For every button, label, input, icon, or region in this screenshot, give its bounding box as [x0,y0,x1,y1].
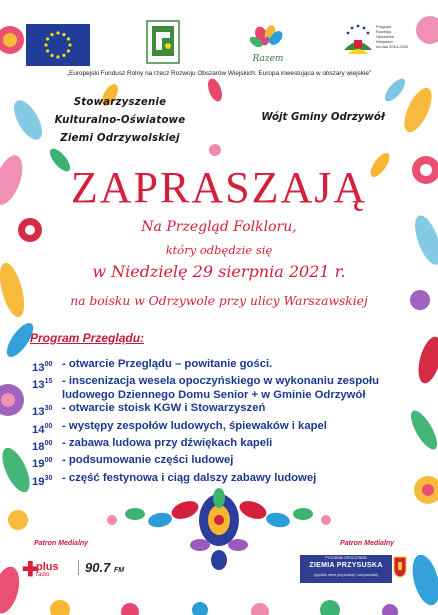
program-minute: 00 [44,457,53,465]
association-line: Stowarzyszenie [73,97,167,108]
program-desc: - część festynowa i ciąg dalszy zabawy ludowej [62,471,317,484]
program-hour: 19 [32,458,45,471]
program-time [32,402,62,419]
program-time [32,358,62,375]
association-name [40,94,200,148]
eu-flag-icon [26,24,90,66]
plus-radio-word: plus [36,561,59,573]
ziemia-przysuska-logo [300,555,392,583]
program-minute: 15 [44,378,53,386]
program-desc: - występy zespołów ludowych, śpiewaków i kapel [62,419,327,432]
program-minute: 00 [44,422,53,430]
razem-logo-text [236,54,300,64]
prow-line: Program [376,24,392,29]
razem-word: Razem [252,54,284,64]
radio-907-unit: FM [113,567,125,574]
program-item [32,420,402,437]
prow-logo [340,20,414,66]
association-line: Ziemi Odrzywolskiej [60,133,180,144]
prow-line: Obszarów [376,34,395,39]
ziemia-przysuska-sub: tygodnik ziemi przysuskiej i odrzywolskiej [314,573,378,577]
prow-emblem-icon [340,20,376,60]
program-desc: - otwarcie Przeglądu – powitanie gości. [62,358,273,370]
program-hour: 14 [32,423,45,436]
prow-line: Rozwoju [376,29,392,34]
program-minute: 00 [44,440,53,448]
program-minute: 00 [44,361,53,368]
program-title: Program Przeglądu: [30,331,145,345]
invitation-location: na boisku w Odrzywole przy ulicy Warszawskiej [70,294,368,308]
funding-logos-bar [22,18,418,70]
leader-logo [146,20,180,64]
razem-logo [236,22,300,66]
program-desc: - otwarcie stoisk KGW i Stowarzyszeń [62,402,266,415]
patron-label-left: Patron Medialny [34,540,89,547]
patron-label-right: Patron Medialny [340,540,395,547]
plus-radio-logo [22,558,72,580]
poster-title: ZAPRASZAJĄ [70,163,368,212]
program-item [32,472,402,489]
radio-907-logo [78,560,124,575]
program-item [32,358,402,375]
program-hour: 19 [32,475,45,488]
prow-line: na lata 2014-2020 [376,44,409,49]
prow-line: Wiejskich [376,39,393,44]
program-desc: - zabawa ludowa przy dźwiękach kapeli [62,437,273,450]
program-time [32,420,62,437]
program-item [32,402,402,419]
program-minute: 30 [44,405,53,413]
program-hour: 13 [32,406,45,419]
program-item [32,454,402,471]
invitation-line-1: Na Przegląd Folkloru, [141,219,297,235]
program-time [32,437,62,454]
coat-of-arms-icon [393,556,407,578]
eu-fund-caption: „Europejski Fundusz Rolny na rzecz Rozwoju Obszarów Wiejskich: Europa inwestująca w obszary wiejskie” [66,70,372,77]
program-hour: 13 [32,379,45,392]
invitation-line-2: który odbędzie się [165,243,273,257]
program-time [32,454,62,471]
program-desc: - podsumowanie części ludowej [62,454,234,467]
program-item [32,375,402,402]
prow-logo-text [376,24,416,49]
program-minute: 30 [44,474,53,482]
program-item [32,437,402,454]
razem-flower-icon [236,22,300,52]
association-line: Kulturalno-Oświatowe [54,115,186,126]
mayor-name: Wójt Gminy Odrzywół [261,112,385,123]
program-time [32,375,62,402]
program-hour: 18 [32,441,45,454]
program-list [32,358,402,489]
ziemia-przysuska-title: ZIEMIA PRZYSUSKA [309,562,383,569]
invitation-date: w Niedzielę 29 sierpnia 2021 r. [92,262,346,281]
radio-907-frequency: 90.7 [85,560,111,575]
program-time [32,472,62,489]
program-desc: - inscenizacja wesela opoczyńskiego w wykonaniu zespołu ludowego Dziennego Domu Senior + w Gminie Odrzywół [62,375,380,401]
plus-radio-sub: radio [36,572,50,578]
plus-cross-icon: ✚ [22,559,39,581]
program-hour: 13 [32,362,45,374]
ziemia-przysuska-top: TYGODNIK OPOCZYŃSKI [324,556,368,560]
